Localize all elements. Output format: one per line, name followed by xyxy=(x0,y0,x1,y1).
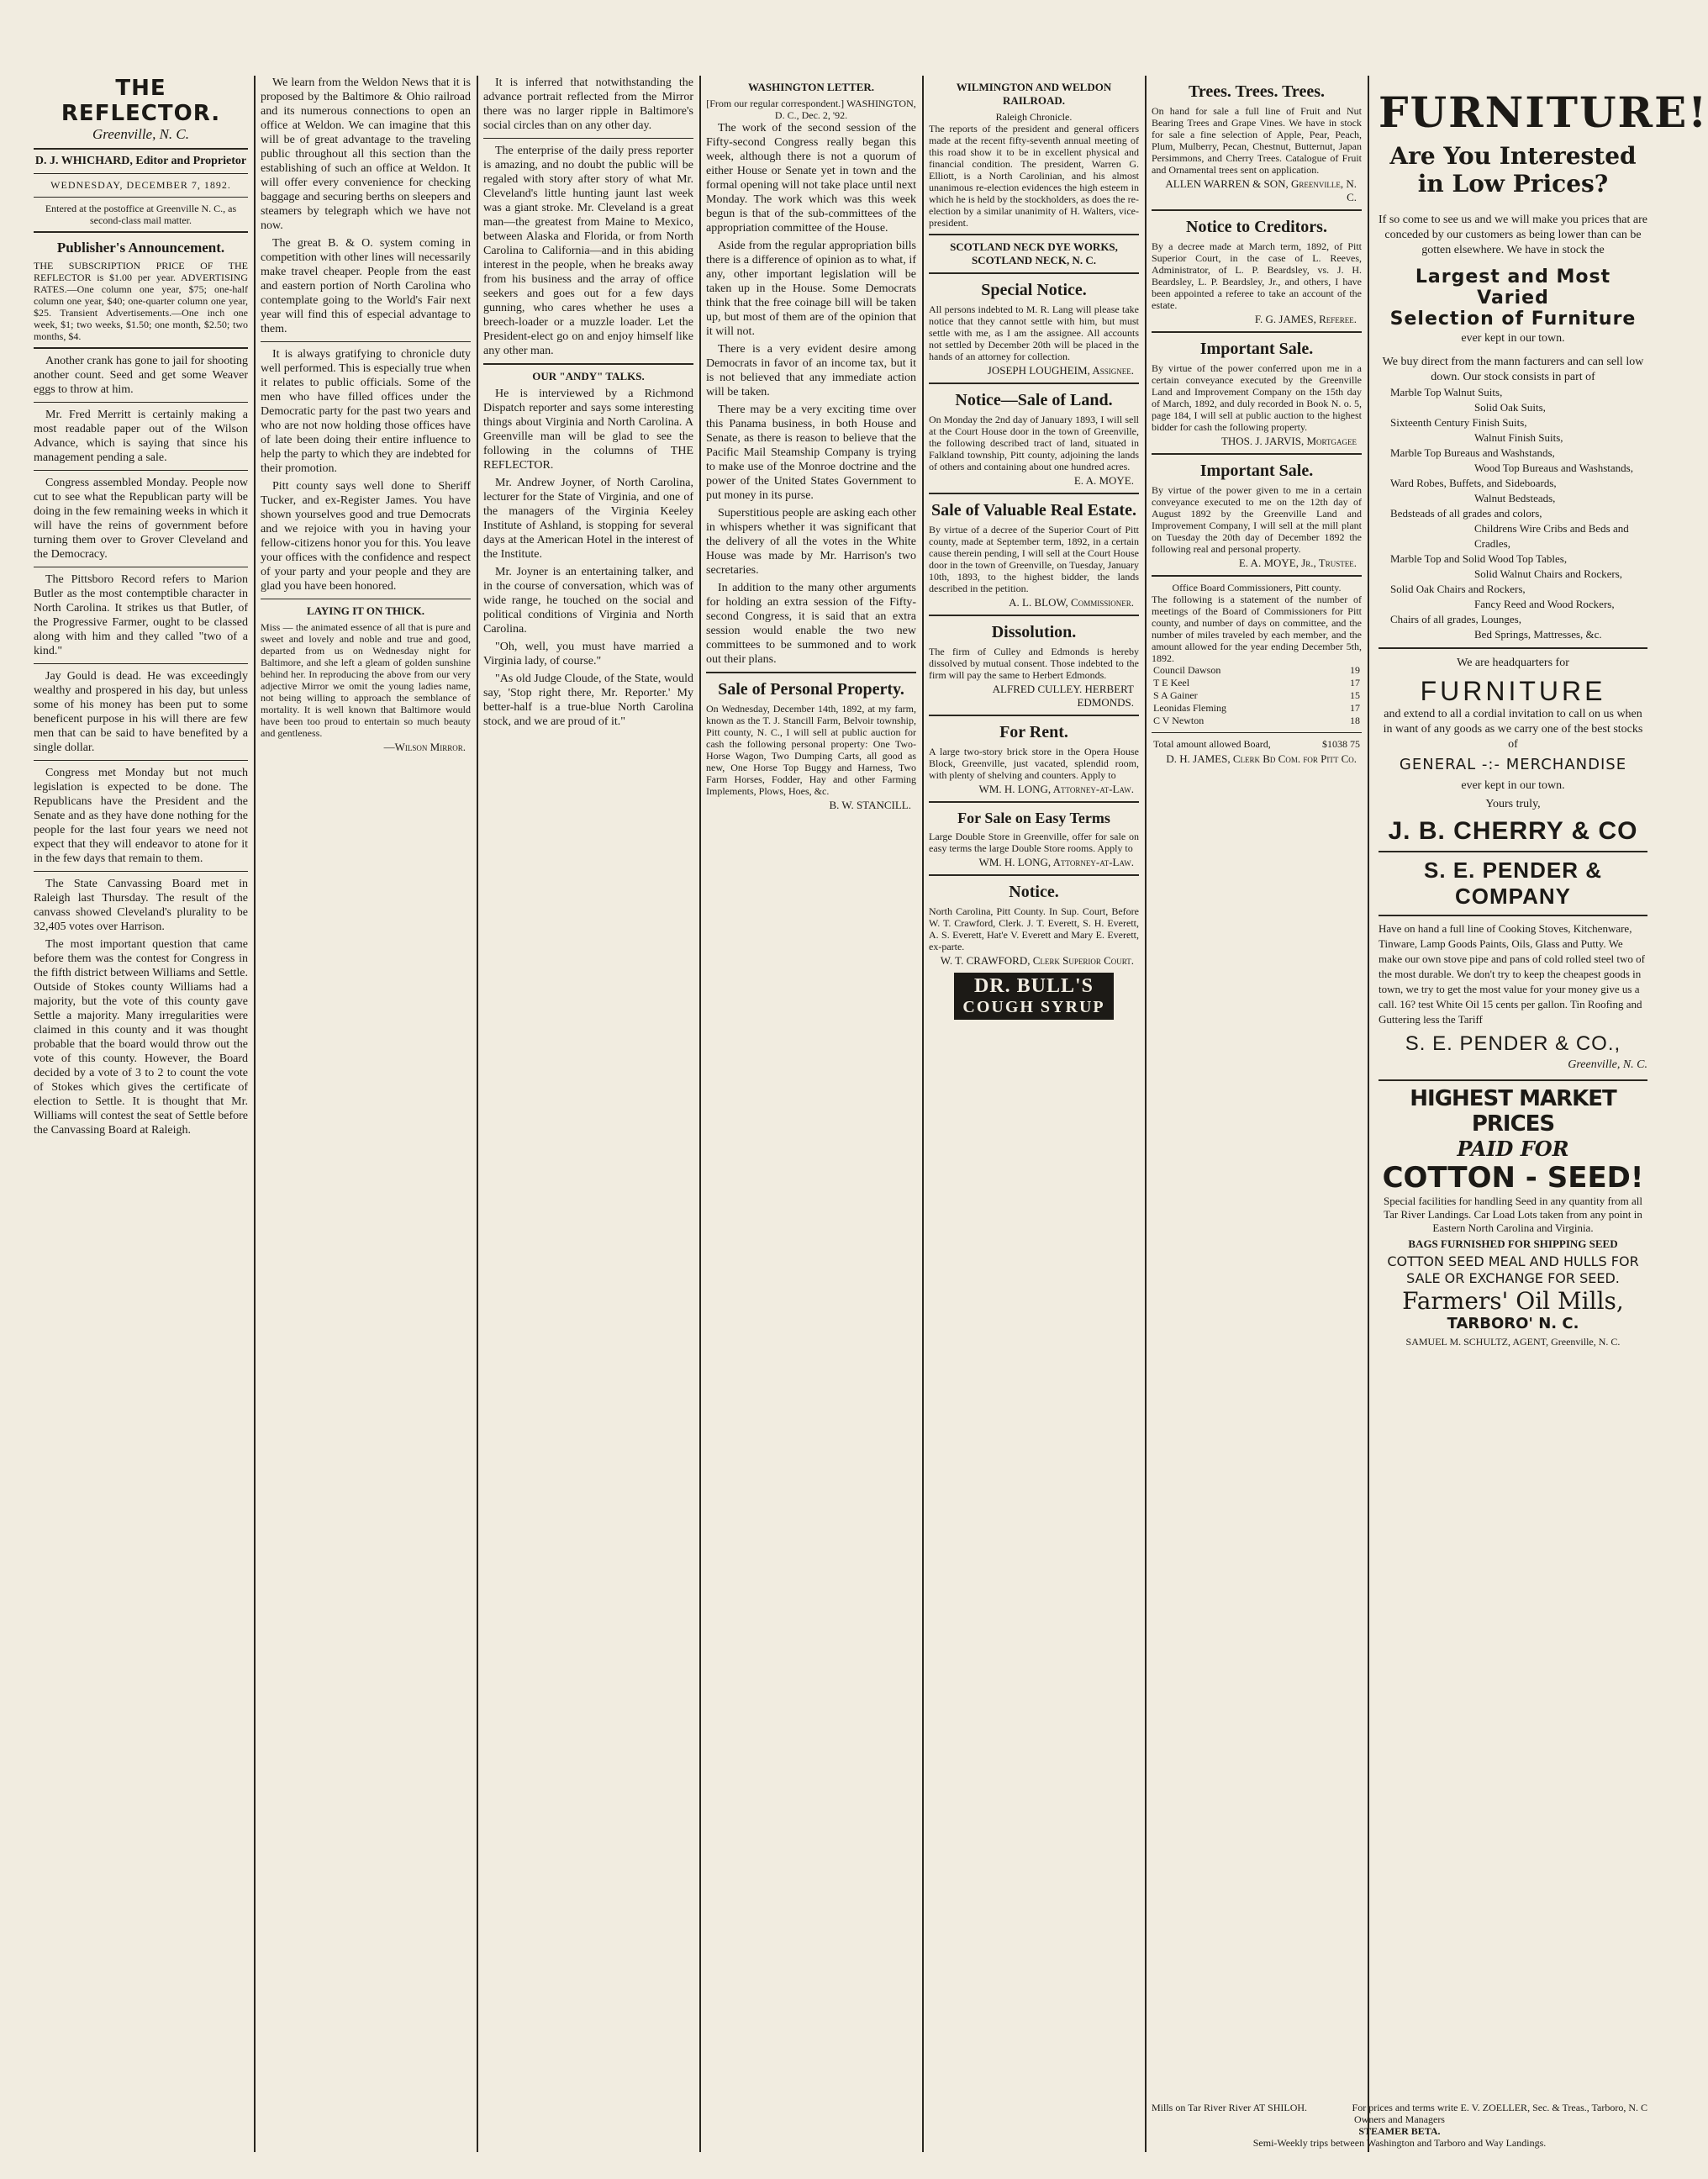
list-item: Bed Springs, Mattresses, &c. xyxy=(1474,628,1602,641)
list-item: Marble Top Walnut Suits, xyxy=(1390,386,1503,398)
steamer-name: STEAMER BETA. xyxy=(1358,2125,1441,2137)
creditors-signature: F. G. JAMES, Referee. xyxy=(1254,313,1357,325)
list-item: Wood Top Bureaus and Washstands, xyxy=(1474,462,1633,474)
article-paragraph: He is interviewed by a Richmond Dispatch reporter and says some interesting things about Virginia and North Carolina. A Greenville man will be glad to see the following in the columns of THE REFLECTOR. xyxy=(483,388,693,472)
ad-bags: BAGS FURNISHED FOR SHIPPING SEED xyxy=(1408,1237,1618,1250)
owners-label: Owners and Managers xyxy=(1354,2113,1445,2125)
article-paragraph: Superstitious people are asking each other in whispers whether it was significant that the delivery of all the votes in the White House was made by Mr. Harrison's two secretaries. xyxy=(706,507,916,577)
personal-sale-signature: B. W. STANCILL. xyxy=(829,799,911,811)
creditors-text: By a decree made at March term, 1892, of Pitt Superior Court, in the case of L. Reeves, Administrator, of L. P. Beardsley, vs. J. H. Beardsley, L. P. Beardsley, Jr., and others, I have been appointed a referee to take an account of the estate. xyxy=(1152,240,1362,311)
dissolution-heading: Dissolution. xyxy=(991,623,1077,641)
special-notice-signature: JOSEPH LOUGHEIM, Assignee. xyxy=(987,364,1134,377)
board-text: The following is a statement of the number of meetings of the Board of Commissioners for Pitt county, and number of days on committee, and the number of miles traveled by each member, and the amount allowed for the year ending December 5th, 1892. xyxy=(1152,594,1362,664)
article-paragraph: In addition to the many other arguments for holding an extra session of the Fifty-second Congress, it is said that an extra session would enable the two new committees to be summoned and to work out their plans. xyxy=(706,582,916,666)
list-item: Walnut Bedsteads, xyxy=(1474,492,1556,504)
important-sale-1-text: By virtue of the power conferred upon me in a certain conveyance executed by the Greenville Land and Improvement Company on the 15th day of March, 1892, and duly recorded in Book N. o. 5, page 184, I will sell at public auction to the highest bidder for cash the following property. xyxy=(1152,362,1362,433)
table-cell: 19 xyxy=(1350,664,1360,676)
ad-furniture-2: FURNITURE xyxy=(1420,676,1606,706)
board-meetings-table xyxy=(1152,664,1362,727)
list-item: Solid Oak Suits, xyxy=(1474,401,1546,414)
article-paragraph: The Pittsboro Record refers to Marion Butler as the most contemptible character in North Carolina. It strikes us that Butler, of the Progressive Farmer, ought to be classed along with him and they called "two of a kind." xyxy=(34,573,248,657)
publisher-text: THE SUBSCRIPTION PRICE OF THE REFLECTOR is $1.00 per year. ADVERTISING RATES.—One column one year, $75; one-half column one year, $40; one-quarter column one year, $25. Transient Advertisements.—One inch one week, $1; two weeks, $1.50; one month, $2.50; two months, $4. xyxy=(34,260,248,342)
column-1 xyxy=(34,76,248,2152)
total-value: $1038 75 xyxy=(1322,738,1360,750)
article-paragraph: The great B. & O. system coming in competition with other lines will necessarily make travel cheaper. People from the east and eastern portion of North Carolina who contemplate going to the World's Fair next year will find this of especial advantage to them. xyxy=(261,237,471,335)
column-2 xyxy=(261,76,471,2152)
list-item: Marble Top and Solid Wood Top Tables, xyxy=(1390,552,1568,565)
article-paragraph: Mr. Fred Merritt is certainly making a most readable paper out of the Wilson Advance, which is saying that since his management pending a sale. xyxy=(34,409,248,464)
real-estate-text: By virtue of a decree of the Superior Court of Pitt county, made at September term, 1892, in a certain cause therein pending, I will sell at the Court House door in the town of Greenville, on Tuesday, January 10th, 1893, to the highest bidder, the lands described in the petition. xyxy=(929,524,1139,594)
railroad-source: Raleigh Chronicle. xyxy=(995,111,1073,123)
ad-farmers-oil-mills: Farmers' Oil Mills, xyxy=(1402,1287,1624,1315)
column-5 xyxy=(929,76,1139,2152)
important-sale-1-signature: THOS. J. JARVIS, Mortgagee xyxy=(1220,435,1357,447)
ad-cotton-seed: COTTON - SEED! xyxy=(1382,1161,1644,1195)
andy-article xyxy=(483,387,693,729)
list-item: Walnut Finish Suits, xyxy=(1474,431,1563,444)
important-sale-2-text: By virtue of the power given to me in a certain conveyance executed to me on the 12th day of August 1892 by the Greenville Land and Improvement Company, I will sell at the mill plant on Tuesday the 20th day of December 1892 the following real and personal property. xyxy=(1152,484,1362,555)
washington-subhead: [From our regular correspondent.] WASHINGTON, D. C., Dec. 2, '92. xyxy=(706,98,916,121)
article-paragraph: Congress met Monday but not much legislation is expected to be done. The Republicans have the President and the Senate and as they have done nothing for the people for the last four years we need not expect that they will endeavor to atone for it in the few days that remain to them. xyxy=(34,767,248,865)
special-notice-text: All persons indebted to M. R. Lang will please take notice that they cannot settle with him, but must settle with me, as I am the assignee. All accounts not settled by December 20th will be placed in the hands of an attorney for collection. xyxy=(929,303,1139,362)
article-paragraph: The work of the second session of the Fifty-second Congress really began this week, although there is not a quorum of either House or Senate yet in town and the formal opening will not take place until next Monday. The work which was this week begun is that of the sub-committees of the appropriation committee of the House. xyxy=(706,122,916,235)
masthead-title: THE REFLECTOR. xyxy=(61,76,221,126)
cough-syrup-ad xyxy=(954,973,1114,1020)
total-label: Total amount allowed Board, xyxy=(1153,738,1271,750)
board-total-table xyxy=(1152,738,1362,751)
newspaper-page xyxy=(34,76,1708,2152)
dissolution-signature: ALFRED CULLEY. HERBERT EDMONDS. xyxy=(992,683,1134,709)
column-6 xyxy=(1152,76,1362,2152)
masthead xyxy=(34,76,248,233)
table-cell: T E Keel xyxy=(1153,677,1190,689)
table-cell: Council Dawson xyxy=(1153,664,1221,676)
important-sale-2-heading: Important Sale. xyxy=(1199,462,1314,480)
ad-meal-hulls: COTTON SEED MEAL AND HULLS FOR SALE OR EXCHANGE FOR SEED. xyxy=(1387,1253,1639,1286)
land-sale-heading: Notice—Sale of Land. xyxy=(955,391,1113,409)
list-item: Chairs of all grades, Lounges, xyxy=(1390,613,1521,625)
washington-article xyxy=(706,121,916,667)
for-rent-signature: WM. H. LONG, Attorney-at-Law. xyxy=(978,783,1134,795)
important-sale-2-signature: E. A. MOYE, Jr., Trustee. xyxy=(1238,557,1357,569)
ad-highest-market: HIGHEST MARKET PRICES xyxy=(1410,1086,1616,1137)
table-row xyxy=(1152,702,1362,715)
dissolution-text: The firm of Culley and Edmonds is hereby dissolved by mutual consent. Those indebted to the firm will pay the same to Herbert Edmonds. xyxy=(929,646,1139,681)
washington-heading: WASHINGTON LETTER. xyxy=(747,81,875,93)
ad-yours: Yours truly, xyxy=(1485,798,1541,810)
clerk-signature: D. H. JAMES, Clerk Bd Com. for Pitt Co. xyxy=(1166,752,1357,765)
article-paragraph: The State Canvassing Board met in Raleigh last Thursday. The result of the canvass showed Cleveland's plurality to be 32,405 votes over Harrison. xyxy=(34,878,248,933)
railroad-text: The reports of the president and general officers made at the recent fifty-seventh annual meeting of this road show it to be in excellent physical and financial condition. The president, Warren G. Elliott, is a North Carolinian, and his almost unanimous re-election evidences the high esteem in which he is held by the stockholders, as does the re-election by a similar unanimity of H. Walters, vice-president. xyxy=(929,123,1139,229)
laying-text: Miss — the animated essence of all that is pure and sweet and lovely and noble and true and good, departed from us on Wednesday night for Baltimore, and she left a gleam of golden sunshine behind her. In reproducing the above from our very adjective Mirror we omit the young ladies name, not being willing to approach the semblance of mortality. It is well known that Baltimore would have been too proud to entertain so much beauty and gentleness. xyxy=(261,621,471,739)
table-row xyxy=(1152,677,1362,689)
steamer-notice xyxy=(1152,2102,1647,2149)
table-cell: S A Gainer xyxy=(1153,689,1198,701)
cough-syrup-brand: DR. BULL'S xyxy=(973,975,1094,997)
personal-sale-text: On Wednesday, December 14th, 1892, at my farm, known as the T. J. Stancill Farm, Belvoir township, Pitt county, N. C., I will sell at public auction for cash the following personal property: One Two-Horse Wagon, Two Dumping Carts, all good as new, One Horse Top Buggy and Harness, Two Farm Horses, Fodder, Hay and other Farming Implements, Plows, Hoes, &c. xyxy=(706,703,916,797)
board-heading: Office Board Commissioners, Pitt county. xyxy=(1172,582,1342,594)
ad-headquarters: We are headquarters for xyxy=(1457,657,1569,669)
laying-signature: —Wilson Mirror. xyxy=(383,741,466,753)
furniture-ad xyxy=(1379,76,1708,2152)
ad-general-merchandise: GENERAL -:- MERCHANDISE xyxy=(1399,756,1627,773)
column-2-articles xyxy=(261,76,471,594)
scotland-neck-ad: SCOTLAND NECK DYE WORKS, SCOTLAND NECK, N. C. xyxy=(950,240,1118,266)
ad-tarboro: TARBORO' N. C. xyxy=(1447,1315,1579,1332)
article-paragraph: Aside from the regular appropriation bills there is a difference of opinion as to what, if any, other important legislation will be taken up in the House. Some Democrats think that the free coinage bill will be taken up, but most of them are of the opinion that it will not. xyxy=(706,240,916,338)
easy-terms-signature: WM. H. LONG, Attorney-at-Law. xyxy=(978,856,1134,868)
list-item: Ward Robes, Buffets, and Sideboards, xyxy=(1390,477,1557,489)
article-paragraph: Mr. Andrew Joyner, of North Carolina, lecturer for the State of Virginia, and one of the managers of the Virginia Keeley Institute of Ashland, is stopping for several days at the American Hotel in the interest of the Institute. xyxy=(483,477,693,561)
important-sale-1-heading: Important Sale. xyxy=(1199,340,1314,358)
column-1-articles xyxy=(34,354,248,1137)
table-cell: 18 xyxy=(1350,715,1360,726)
ad-intro: If so come to see us and we will make you prices that are conceded by our customers as being lower than can be gotten elsewhere. We have in stock the xyxy=(1379,214,1647,256)
for-rent-text: A large two-story brick store in the Opera House Block, Greenville, just vacated, splendid room, with plenty of shelving and counters. Apply to xyxy=(929,746,1139,781)
trees-text: On hand for sale a full line of Fruit and Nut Bearing Trees and Grape Vines. We have in stock for sale a fine selection of Apple, Pear, Peach, Plum, Mulberry, Pecan, Chestnut, Butternut, Japan Persimmons, and Cherry Trees. Catalogue of Fruit and Ornamental trees sent on application. xyxy=(1152,105,1362,176)
creditors-heading: Notice to Creditors. xyxy=(1186,218,1327,236)
land-sale-signature: E. A. MOYE. xyxy=(1073,474,1134,487)
list-item: Solid Oak Chairs and Rockers, xyxy=(1390,583,1526,595)
laying-heading: LAYING IT ON THICK. xyxy=(307,604,424,617)
list-item: Solid Walnut Chairs and Rockers, xyxy=(1474,567,1623,580)
ad-paid-for: PAID FOR xyxy=(1457,1137,1569,1161)
column-3-articles xyxy=(483,76,693,358)
list-item: Sixteenth Century Finish Suits, xyxy=(1390,416,1527,429)
article-paragraph: Pitt county says well done to Sheriff Tucker, and ex-Register James. You have shown yourselves good and true Democrats and we rejoice with you in having your fellow-citizens honor you for this. You leave your offices with the confidence and respect of your party and your people and they are glad you have been honored. xyxy=(261,480,471,593)
notice-heading: Notice. xyxy=(1009,883,1059,901)
ad-selection: Selection of Furniture xyxy=(1389,309,1637,330)
masthead-date: WEDNESDAY, DECEMBER 7, 1892. xyxy=(50,179,231,191)
article-paragraph: The most important question that came before them was the contest for Congress in the fifth district between Williams and Settle. Outside of Stokes county Williams had a majority, but the vote of this county gave Settle a majority. Many irregularities were claimed in this county and it was thought probable that the board would throw out the vote of this county. However, the Board decided by a vote of 3 to 2 to count the vote of Stokes which gives the certificate of election to Settle. It is thought that Mr. Williams will contest the seat of Settle before the Canvassing Board at Raleigh. xyxy=(34,938,248,1137)
ad-furniture-title: FURNITURE! xyxy=(1379,87,1708,137)
article-paragraph: The enterprise of the daily press reporter is amazing, and no doubt the public will be regaled with story after story of what Mr. Cleveland's little hunting jaunt last week was a giant stroke. Mr. Cleveland is a great man—the greatest from Maine to Mexico, between Alaska and Florida, or from North Carolina to California—and in this abiding interest in the people, when he breaks away from his business and the array of office seekers and goes out for a few days gunning, who cares whether he uses a breech-loader or a muzzle loader. Let the President-elect go on and enjoy himself like any other man. xyxy=(483,145,693,357)
special-notice-heading: Special Notice. xyxy=(981,281,1087,299)
list-item: Fancy Reed and Wood Rockers, xyxy=(1474,598,1615,610)
masthead-editor: D. J. WHICHARD, Editor and Proprietor xyxy=(34,155,247,167)
table-row xyxy=(1152,715,1362,727)
masthead-entered: Entered at the postoffice at Greenville N. C., as second-class mail matter. xyxy=(45,203,237,226)
list-item: Marble Top Bureaus and Washstands, xyxy=(1390,446,1555,459)
column-3 xyxy=(483,76,693,2152)
table-cell: 17 xyxy=(1350,702,1360,714)
ad-buy-direct: We buy direct from the mann facturers and can sell low down. Our stock consists in part of xyxy=(1382,356,1644,383)
article-paragraph: Congress assembled Monday. People now cut to see what the Republican party will be doing in the few remaining weeks in which it will have the reins of government before turning them over to Grover Cleveland and the Democracy. xyxy=(34,477,248,561)
easy-terms-heading: For Sale on Easy Terms xyxy=(957,810,1110,826)
ad-low-prices: Are You Interested in Low Prices? xyxy=(1389,142,1637,198)
column-4 xyxy=(706,76,916,2152)
trees-heading: Trees. Trees. Trees. xyxy=(1188,82,1325,101)
ad-ever-kept: ever kept in our town. xyxy=(1461,779,1565,792)
notice-signature: W. T. CRAWFORD, Clerk Superior Court. xyxy=(940,954,1134,967)
cough-syrup-name: COUGH SYRUP xyxy=(962,998,1105,1016)
railroad-heading: WILMINGTON AND WELDON RAILROAD. xyxy=(956,81,1112,107)
table-cell: Leonidas Fleming xyxy=(1153,702,1226,714)
land-sale-text: On Monday the 2nd day of January 1893, I will sell at the Court House door in the town of Greenville, the following described tract of land, situated in Falkland township, Pitt county, adjoining the lands of others and containing about one hundred acres. xyxy=(929,414,1139,472)
article-paragraph: There is a very evident desire among Democrats in favor of an income tax, but it is not believed that any immediate action will be taken. xyxy=(706,343,916,398)
table-cell: C V Newton xyxy=(1153,715,1205,726)
ad-pender-2: S. E. PENDER & CO., xyxy=(1405,1032,1621,1055)
ad-item-list xyxy=(1379,385,1647,642)
list-item: Bedsteads of all grades and colors, xyxy=(1390,507,1542,520)
ad-agent: SAMUEL M. SCHULTZ, AGENT, Greenville, N. C. xyxy=(1405,1336,1621,1348)
table-row xyxy=(1152,738,1362,751)
article-paragraph: "Oh, well, you must have married a Virginia lady, of course." xyxy=(483,641,693,667)
article-paragraph: It is always gratifying to chronicle duty well performed. This is especially true when it relates to public officials. Some of the men who have filled offices under the Democratic party for the past two years and who are not now holding those offices have of late been doing their entire influence to help the party to which they are indebted for their promotion. xyxy=(261,348,471,475)
mills-location: Mills on Tar River River AT SHILOH. xyxy=(1152,2102,1308,2113)
for-rent-heading: For Rent. xyxy=(999,723,1068,741)
ad-largest: Largest and Most Varied xyxy=(1415,266,1611,309)
prices-terms: For prices and terms write E. V. ZOELLER, Sec. & Treas., Tarboro, N. C xyxy=(1352,2102,1647,2113)
article-paragraph: Jay Gould is dead. He was exceedingly wealthy and prospered in his day, but unless some of his money has been put to some beneficent purpose in his will there are few men that can be said to have benefited by a single dollar. xyxy=(34,670,248,754)
list-item: Childrens Wire Cribs and Beds and Cradles, xyxy=(1474,522,1629,550)
masthead-town: Greenville, N. C. xyxy=(92,126,190,142)
trees-signature: ALLEN WARREN & SON, Greenville, N. C. xyxy=(1165,177,1357,203)
ad-pender-text: Have on hand a full line of Cooking Stoves, Kitchenware, Tinware, Lamp Goods Paints, Oils, Glass and Putty. We make our own stove pipe and pans of cold rolled steel two of the most durable. We don't try to keep the cheapest goods in town, we try to get the most value for your money give us a call. 16? test White Oil 15 cents per gallon. Tin Roofing and Guttering less the Tariff xyxy=(1379,922,1645,1026)
ad-cherry: J. B. CHERRY & CO xyxy=(1388,817,1638,845)
article-paragraph: It is inferred that notwithstanding the advance portrait reflected from the Mirror there was no larger ripple in Baltimore's social circles than on any other day. xyxy=(483,77,693,132)
personal-sale-heading: Sale of Personal Property. xyxy=(718,680,904,699)
article-paragraph: Mr. Joyner is an entertaining talker, and in the course of conversation, which was of wide range, he touched on the social and political conditions of Virginia and North Carolina. xyxy=(483,566,693,636)
ad-extend: and extend to all a cordial invitation to call on us when in want of any goods as we carry one of the best stocks of xyxy=(1383,708,1643,751)
table-row xyxy=(1152,689,1362,702)
ad-pender-2-town: Greenville, N. C. xyxy=(1568,1058,1647,1071)
table-row xyxy=(1152,664,1362,677)
real-estate-heading: Sale of Valuable Real Estate. xyxy=(931,501,1136,520)
steamer-trips: Semi-Weekly trips between Washington and Tarboro and Way Landings. xyxy=(1252,2137,1547,2149)
ad-facilities: Special facilities for handling Seed in any quantity from all Tar River Landings. Car Load Lots taken from any point in Eastern North Carolina and Virginia. xyxy=(1384,1195,1642,1234)
article-paragraph: Another crank has gone to jail for shooting another count. Seed and get some Weaver eggs to throw at him. xyxy=(34,355,248,396)
article-paragraph: "As old Judge Cloude, of the State, would say, 'Stop right there, Mr. Reporter.' My better-half is a true-blue North Carolina stock, and we are proud of it." xyxy=(483,673,693,728)
table-cell: 15 xyxy=(1350,689,1360,701)
real-estate-signature: A. L. BLOW, Commissioner. xyxy=(1009,596,1134,609)
table-cell: 17 xyxy=(1350,677,1360,689)
article-paragraph: There may be a very exciting time over this Panama business, in both House and Senate, as there is reason to believe that the Pacific Mail Steamship Company is trying to make use of the Monroe doctrine and the power of the United States Government to put money in its purse. xyxy=(706,404,916,502)
article-paragraph: We learn from the Weldon News that it is proposed by the Baltimore & Ohio railroad and its numerous connections to open an office at Weldon. We can imagine that this will be of great advantage to the traveling public throughout all this section than the establishing of such an office at Weldon. It will offer every convenience for checking baggage and securing berths on sleepers and steamers by telegraph which we have not now. xyxy=(261,77,471,232)
andy-heading: OUR "ANDY" TALKS. xyxy=(532,370,645,383)
easy-terms-text: Large Double Store in Greenville, offer for sale on easy terms the large Double Store rooms. Apply to xyxy=(929,831,1139,854)
publisher-heading: Publisher's Announcement. xyxy=(56,240,225,256)
ad-kept: ever kept in our town. xyxy=(1461,332,1565,345)
ad-pender: S. E. PENDER & COMPANY xyxy=(1424,857,1602,909)
notice-text: North Carolina, Pitt County. In Sup. Court, Before W. T. Crawford, Clerk. J. T. Everett, S. H. Everett, A. S. Everett, Hat'e V. Everett and Mary E. Everett, ex-parte. xyxy=(929,905,1139,952)
